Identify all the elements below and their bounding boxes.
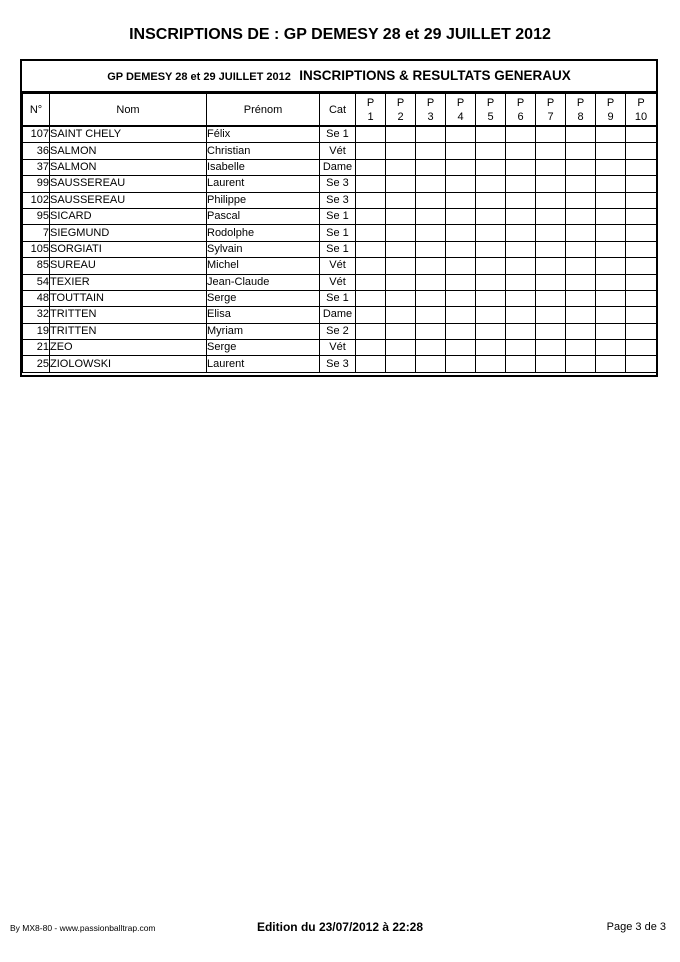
- row-round-score: [386, 307, 416, 323]
- row-cat: Se 1: [320, 208, 356, 224]
- row-cat: Dame: [320, 307, 356, 323]
- row-round-score: [596, 192, 626, 208]
- row-round-score: [566, 274, 596, 290]
- footer-page-number: Page 3 de 3: [606, 921, 666, 933]
- footer-edition: Edition du 23/07/2012 à 22:28: [256, 920, 424, 934]
- row-round-score: [446, 143, 476, 159]
- row-round-score: [476, 241, 506, 257]
- row-round-score: [506, 290, 536, 306]
- row-round-score: [626, 340, 657, 356]
- row-round-score: [386, 323, 416, 339]
- row-number: 95: [23, 208, 50, 224]
- col-header-round: [536, 94, 566, 127]
- table-row: [23, 159, 657, 175]
- row-round-score: [446, 176, 476, 192]
- row-number: 85: [23, 258, 50, 274]
- col-header-round: [626, 94, 657, 127]
- row-round-score: [356, 192, 386, 208]
- row-cat: Se 1: [320, 126, 356, 143]
- table-row: [23, 126, 657, 143]
- round-number: 9: [607, 110, 614, 123]
- row-round-score: [596, 340, 626, 356]
- row-round-score: [476, 159, 506, 175]
- round-prefix: P: [546, 96, 555, 109]
- row-cat: Se 3: [320, 176, 356, 192]
- row-round-score: [476, 356, 506, 372]
- row-prenom: Pascal: [207, 208, 320, 224]
- col-header-round: [506, 94, 536, 127]
- row-round-score: [536, 143, 566, 159]
- row-prenom: Isabelle: [207, 159, 320, 175]
- row-round-score: [506, 307, 536, 323]
- col-header-round: [416, 94, 446, 127]
- round-number: 5: [487, 110, 494, 123]
- table-row: [23, 208, 657, 224]
- row-round-score: [626, 356, 657, 372]
- row-nom: SORGIATI: [50, 241, 207, 257]
- row-round-score: [506, 126, 536, 143]
- col-header-cat: Cat: [320, 94, 356, 127]
- row-round-score: [596, 225, 626, 241]
- row-nom: SUREAU: [50, 258, 207, 274]
- col-header-nom: Nom: [50, 94, 207, 127]
- row-round-score: [536, 356, 566, 372]
- results-frame: [20, 59, 658, 377]
- row-cat: Vét: [320, 340, 356, 356]
- row-round-score: [596, 159, 626, 175]
- row-round-score: [386, 241, 416, 257]
- row-prenom: Laurent: [207, 176, 320, 192]
- row-round-score: [596, 176, 626, 192]
- row-number: 7: [23, 225, 50, 241]
- row-prenom: Christian: [207, 143, 320, 159]
- row-round-score: [446, 307, 476, 323]
- col-header-prenom: Prénom: [207, 94, 320, 127]
- table-row: [23, 225, 657, 241]
- row-round-score: [416, 241, 446, 257]
- row-round-score: [356, 307, 386, 323]
- row-round-score: [386, 258, 416, 274]
- row-round-score: [386, 176, 416, 192]
- row-round-score: [536, 225, 566, 241]
- row-prenom: Elisa: [207, 307, 320, 323]
- row-round-score: [386, 208, 416, 224]
- row-number: 99: [23, 176, 50, 192]
- row-round-score: [566, 208, 596, 224]
- row-prenom: Laurent: [207, 356, 320, 372]
- row-round-score: [596, 241, 626, 257]
- row-nom: ZEO: [50, 340, 207, 356]
- row-round-score: [566, 143, 596, 159]
- row-round-score: [416, 258, 446, 274]
- table-row: [23, 241, 657, 257]
- row-prenom: Félix: [207, 126, 320, 143]
- round-prefix: P: [396, 96, 405, 109]
- row-round-score: [566, 307, 596, 323]
- row-round-score: [386, 192, 416, 208]
- round-number: 2: [397, 110, 404, 123]
- row-round-score: [356, 225, 386, 241]
- row-round-score: [506, 159, 536, 175]
- round-number: 6: [517, 110, 524, 123]
- row-round-score: [356, 274, 386, 290]
- banner-event: GP DEMESY 28 et 29 JUILLET 2012: [107, 71, 291, 83]
- row-round-score: [566, 356, 596, 372]
- row-prenom: Philippe: [207, 192, 320, 208]
- col-header-round: [596, 94, 626, 127]
- row-round-score: [626, 241, 657, 257]
- row-prenom: Rodolphe: [207, 225, 320, 241]
- row-round-score: [446, 241, 476, 257]
- row-cat: Se 3: [320, 356, 356, 372]
- row-cat: Vét: [320, 143, 356, 159]
- row-round-score: [356, 159, 386, 175]
- row-round-score: [416, 340, 446, 356]
- row-round-score: [476, 340, 506, 356]
- table-banner: [22, 61, 656, 93]
- row-round-score: [416, 192, 446, 208]
- row-round-score: [356, 323, 386, 339]
- row-round-score: [446, 159, 476, 175]
- row-round-score: [356, 340, 386, 356]
- row-round-score: [506, 356, 536, 372]
- row-round-score: [506, 274, 536, 290]
- round-number: 10: [634, 110, 648, 123]
- row-round-score: [626, 258, 657, 274]
- row-round-score: [596, 126, 626, 143]
- row-round-score: [416, 176, 446, 192]
- row-round-score: [566, 340, 596, 356]
- round-prefix: P: [637, 96, 645, 109]
- row-round-score: [596, 307, 626, 323]
- row-round-score: [446, 225, 476, 241]
- row-nom: SALMON: [50, 159, 207, 175]
- row-round-score: [536, 307, 566, 323]
- row-round-score: [446, 208, 476, 224]
- row-round-score: [416, 290, 446, 306]
- row-number: 19: [23, 323, 50, 339]
- row-nom: TOUTTAIN: [50, 290, 207, 306]
- row-round-score: [506, 192, 536, 208]
- row-round-score: [626, 126, 657, 143]
- row-round-score: [506, 208, 536, 224]
- row-nom: SAUSSEREAU: [50, 176, 207, 192]
- round-prefix: P: [606, 96, 615, 109]
- results-table: [22, 93, 657, 373]
- table-row: [23, 192, 657, 208]
- table-row: [23, 356, 657, 372]
- banner-heading: INSCRIPTIONS & RESULTATS GENERAUX: [299, 68, 571, 83]
- row-round-score: [416, 356, 446, 372]
- row-round-score: [356, 290, 386, 306]
- row-round-score: [356, 356, 386, 372]
- row-round-score: [356, 208, 386, 224]
- col-header-round: [566, 94, 596, 127]
- table-row: [23, 274, 657, 290]
- row-round-score: [356, 258, 386, 274]
- row-round-score: [446, 192, 476, 208]
- row-round-score: [536, 258, 566, 274]
- round-prefix: P: [486, 96, 495, 109]
- row-round-score: [536, 274, 566, 290]
- row-prenom: Sylvain: [207, 241, 320, 257]
- col-header-num: N°: [23, 94, 50, 127]
- row-round-score: [476, 274, 506, 290]
- round-number: 1: [367, 110, 374, 123]
- row-round-score: [536, 340, 566, 356]
- row-round-score: [416, 159, 446, 175]
- row-round-score: [566, 290, 596, 306]
- row-number: 48: [23, 290, 50, 306]
- row-round-score: [446, 356, 476, 372]
- row-nom: TRITTEN: [50, 323, 207, 339]
- row-nom: SALMON: [50, 143, 207, 159]
- row-round-score: [446, 258, 476, 274]
- row-prenom: Serge: [207, 340, 320, 356]
- row-round-score: [536, 192, 566, 208]
- row-cat: Se 1: [320, 241, 356, 257]
- row-round-score: [476, 307, 506, 323]
- row-round-score: [626, 159, 657, 175]
- page-title: INSCRIPTIONS DE : GP DEMESY 28 et 29 JUILLET 2012: [129, 26, 551, 43]
- row-cat: Vét: [320, 274, 356, 290]
- row-round-score: [386, 225, 416, 241]
- row-round-score: [476, 208, 506, 224]
- row-round-score: [476, 126, 506, 143]
- row-number: 25: [23, 356, 50, 372]
- row-round-score: [446, 274, 476, 290]
- row-number: 102: [23, 192, 50, 208]
- row-round-score: [446, 126, 476, 143]
- row-cat: Se 3: [320, 192, 356, 208]
- col-header-round: [386, 94, 416, 127]
- row-round-score: [416, 307, 446, 323]
- row-prenom: Jean-Claude: [207, 274, 320, 290]
- row-round-score: [536, 126, 566, 143]
- row-round-score: [386, 126, 416, 143]
- row-cat: Dame: [320, 159, 356, 175]
- col-header-round: [356, 94, 386, 127]
- row-round-score: [536, 323, 566, 339]
- row-round-score: [596, 208, 626, 224]
- row-number: 54: [23, 274, 50, 290]
- row-round-score: [386, 340, 416, 356]
- row-round-score: [596, 356, 626, 372]
- row-round-score: [536, 290, 566, 306]
- row-round-score: [566, 192, 596, 208]
- row-round-score: [476, 192, 506, 208]
- row-round-score: [386, 356, 416, 372]
- row-nom: SAUSSEREAU: [50, 192, 207, 208]
- row-round-score: [626, 323, 657, 339]
- row-round-score: [476, 143, 506, 159]
- row-round-score: [626, 143, 657, 159]
- row-round-score: [506, 225, 536, 241]
- table-row: [23, 307, 657, 323]
- row-prenom: Michel: [207, 258, 320, 274]
- row-round-score: [596, 323, 626, 339]
- row-round-score: [506, 176, 536, 192]
- table-row: [23, 258, 657, 274]
- row-number: 37: [23, 159, 50, 175]
- row-round-score: [446, 323, 476, 339]
- row-number: 21: [23, 340, 50, 356]
- row-round-score: [506, 241, 536, 257]
- row-round-score: [536, 208, 566, 224]
- row-round-score: [506, 143, 536, 159]
- row-number: 107: [23, 126, 50, 143]
- row-round-score: [566, 225, 596, 241]
- col-header-round: [476, 94, 506, 127]
- row-round-score: [356, 143, 386, 159]
- round-prefix: P: [426, 96, 435, 109]
- row-round-score: [596, 258, 626, 274]
- round-number: 8: [577, 110, 584, 123]
- table-row: [23, 176, 657, 192]
- row-round-score: [386, 274, 416, 290]
- row-round-score: [476, 290, 506, 306]
- row-round-score: [416, 143, 446, 159]
- row-round-score: [386, 290, 416, 306]
- row-round-score: [536, 241, 566, 257]
- row-prenom: Myriam: [207, 323, 320, 339]
- row-round-score: [416, 225, 446, 241]
- round-prefix: P: [366, 96, 375, 109]
- table-row: [23, 290, 657, 306]
- row-round-score: [536, 176, 566, 192]
- round-prefix: P: [576, 96, 585, 109]
- row-round-score: [416, 208, 446, 224]
- row-round-score: [566, 241, 596, 257]
- row-round-score: [566, 258, 596, 274]
- row-round-score: [416, 323, 446, 339]
- footer-credit: By MX8-80 - www.passionballtrap.com: [10, 923, 156, 933]
- row-round-score: [476, 323, 506, 339]
- table-row: [23, 323, 657, 339]
- row-round-score: [416, 274, 446, 290]
- row-nom: ZIOLOWSKI: [50, 356, 207, 372]
- row-round-score: [446, 340, 476, 356]
- row-prenom: Serge: [207, 290, 320, 306]
- row-round-score: [626, 307, 657, 323]
- row-round-score: [626, 290, 657, 306]
- row-round-score: [626, 208, 657, 224]
- row-round-score: [476, 176, 506, 192]
- row-round-score: [416, 126, 446, 143]
- row-cat: Se 2: [320, 323, 356, 339]
- row-round-score: [356, 176, 386, 192]
- row-round-score: [566, 126, 596, 143]
- row-round-score: [626, 274, 657, 290]
- row-number: 32: [23, 307, 50, 323]
- row-cat: Vét: [320, 258, 356, 274]
- row-round-score: [596, 274, 626, 290]
- row-round-score: [566, 323, 596, 339]
- row-round-score: [626, 176, 657, 192]
- row-nom: SICARD: [50, 208, 207, 224]
- row-round-score: [356, 241, 386, 257]
- row-round-score: [476, 225, 506, 241]
- row-nom: TEXIER: [50, 274, 207, 290]
- row-cat: Se 1: [320, 225, 356, 241]
- row-round-score: [566, 176, 596, 192]
- table-row: [23, 340, 657, 356]
- row-number: 36: [23, 143, 50, 159]
- row-round-score: [566, 159, 596, 175]
- row-nom: TRITTEN: [50, 307, 207, 323]
- col-header-round: [446, 94, 476, 127]
- round-number: 3: [427, 110, 434, 123]
- row-round-score: [506, 323, 536, 339]
- row-cat: Se 1: [320, 290, 356, 306]
- row-round-score: [476, 258, 506, 274]
- round-number: 4: [457, 110, 464, 123]
- round-prefix: P: [456, 96, 465, 109]
- row-nom: SAINT CHELY: [50, 126, 207, 143]
- row-round-score: [506, 258, 536, 274]
- row-round-score: [596, 290, 626, 306]
- row-round-score: [386, 143, 416, 159]
- round-number: 7: [547, 110, 554, 123]
- table-row: [23, 143, 657, 159]
- row-nom: SIEGMUND: [50, 225, 207, 241]
- row-round-score: [626, 192, 657, 208]
- row-round-score: [536, 159, 566, 175]
- row-round-score: [446, 290, 476, 306]
- header-row: [23, 94, 657, 127]
- row-round-score: [626, 225, 657, 241]
- row-round-score: [356, 126, 386, 143]
- row-number: 105: [23, 241, 50, 257]
- row-round-score: [596, 143, 626, 159]
- round-prefix: P: [516, 96, 525, 109]
- row-round-score: [386, 159, 416, 175]
- row-round-score: [506, 340, 536, 356]
